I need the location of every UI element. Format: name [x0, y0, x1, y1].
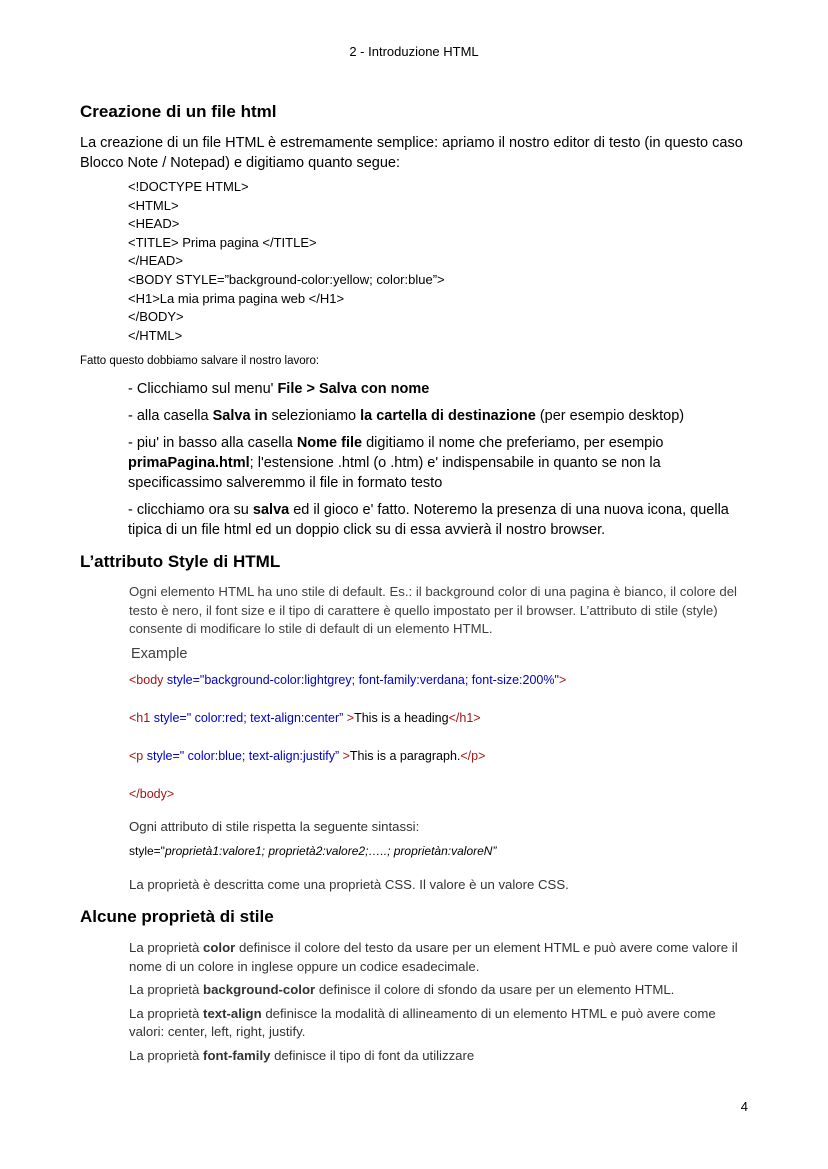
page-number: 4	[740, 1099, 748, 1114]
section1-intro: La creazione di un file HTML è estremamente semplice: apriamo il nostro editor di testo (in questo caso Blocco Note / Notepad) e digitiamo quanto segue:	[80, 135, 743, 171]
code-line: <!DOCTYPE HTML>	[128, 179, 249, 194]
css-note: La proprietà è descritta come una proprietà CSS. Il valore è un valore CSS.	[129, 877, 569, 892]
example-label: Example	[131, 646, 188, 662]
style-intro: Ogni elemento HTML ha uno stile di default. Es.: il background color di una pagina è bianco, il colore del testo è nero, il font size e il tipo di carattere è quello impostato per il browser. L’attributo di stile (style) consente di modificare lo stile di default di un elemento HTML.	[129, 584, 737, 637]
code-line: <BODY STYLE=”background-color:yellow; color:blue”>	[128, 271, 445, 287]
property-font-family: La proprietà font-family definisce il tipo di font da utilizzare	[129, 1047, 475, 1063]
save-note: Fatto questo dobbiamo salvare il nostro lavoro:	[80, 355, 320, 367]
save-steps	[128, 379, 748, 547]
syntax-line: style="proprietà1:valore1; proprietà2:valore2;…..; proprietàn:valoreN”	[129, 844, 497, 858]
property-text-align: La proprietà text-align definisce la modalità di allineamento di un elemento HTML e può avere come valori: center, left, right, justify.	[129, 1005, 716, 1040]
section-heading-proprieta: Alcune proprietà di stile	[80, 907, 274, 926]
step-3: - piu' in basso alla casella Nome file digitiamo il nome che preferiamo, per esempio primaPagina.html; l'estensione .html (o .htm) e' indispensabile in quanto se non la specificassimo salveremmo il file in formato testo	[128, 435, 664, 491]
code-line: <HTML>	[128, 197, 179, 213]
code-block	[128, 178, 445, 345]
step-2: - alla casella Salva in selezioniamo la cartella di destinazione (per esempio desktop)	[128, 408, 685, 424]
code-line: </HEAD>	[128, 253, 183, 269]
example-line-h1: <h1 style=" color:red; text-align:center” >This is a heading</h1>	[129, 711, 481, 725]
property-color: La proprietà color definisce il colore del testo da usare per un element HTML e può avere come valore il nome di un colore in inglese oppure un codice esadecimale.	[129, 940, 738, 974]
example-line-body: <body style="background-color:lightgrey; font-family:verdana; font-size:200%">	[129, 673, 567, 687]
step-1: - Clicchiamo sul menu' File > Salva con nome	[128, 381, 430, 397]
example-line-body-close: </body>	[129, 787, 175, 801]
section-heading-style: L’attributo Style di HTML	[80, 552, 281, 571]
code-line: <H1>La mia prima pagina web </H1>	[128, 290, 345, 306]
step-4: - clicchiamo ora su salva ed il gioco e' fatto. Noteremo la presenza di una nuova icona, quella tipica di un file html ed un doppio click su di essa avvierà il nostro browser.	[128, 502, 729, 538]
properties-list	[129, 939, 749, 1071]
example-line-p: <p style=" color:blue; text-align:justify” >This is a paragraph.</p>	[129, 749, 486, 763]
code-line: <TITLE> Prima pagina </TITLE>	[128, 234, 317, 250]
syntax-intro: Ogni attributo di stile rispetta la seguente sintassi:	[129, 819, 420, 834]
running-header: 2 - Introduzione HTML	[349, 44, 479, 59]
property-background-color: La proprietà background-color definisce il colore di sfondo da usare per un elemento HTML.	[129, 982, 675, 998]
code-line: <HEAD>	[128, 216, 180, 232]
code-line: </BODY>	[128, 309, 184, 325]
code-line: </HTML>	[128, 327, 183, 343]
section-heading-creazione: Creazione di un file html	[80, 102, 277, 121]
